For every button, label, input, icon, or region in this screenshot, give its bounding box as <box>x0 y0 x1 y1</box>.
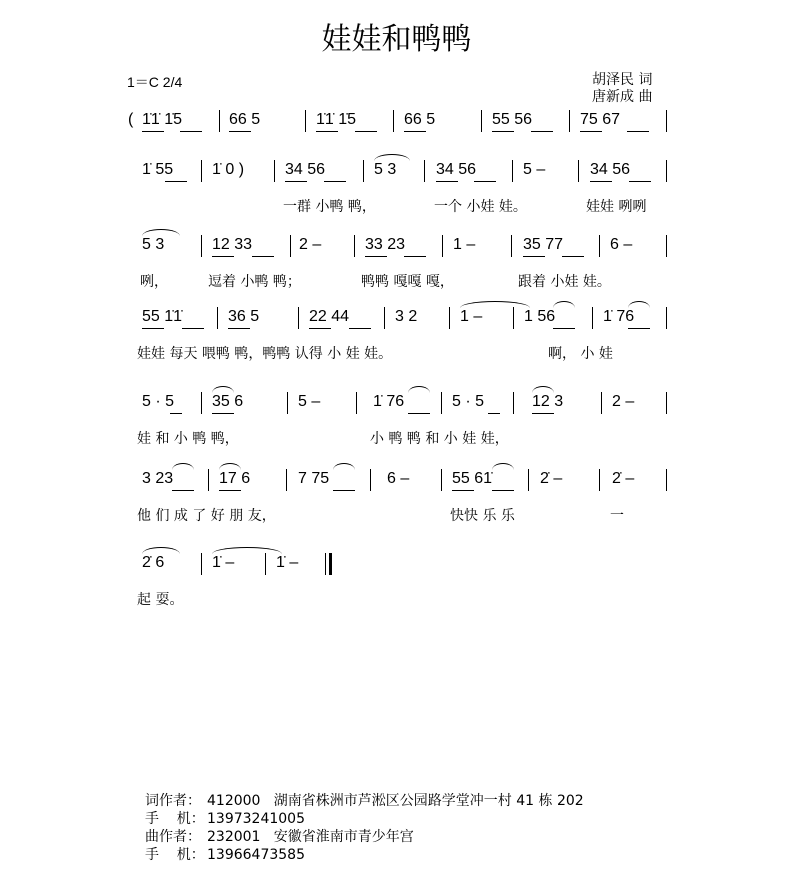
barline <box>384 307 385 329</box>
beam <box>355 131 377 132</box>
lyric-phrase: 跟着 小娃 娃。 <box>518 274 611 290</box>
note-group: 5 · 5 <box>452 393 485 410</box>
beam <box>285 181 307 182</box>
beam <box>590 181 612 182</box>
barline <box>512 160 513 182</box>
barline <box>569 110 570 132</box>
barline <box>201 392 202 414</box>
beam <box>212 256 234 257</box>
barline <box>666 160 667 182</box>
score-line-2 <box>0 160 793 220</box>
beam <box>165 181 187 182</box>
lyric-phrase: 他 们 成 了 好 朋 友， <box>137 508 276 524</box>
beam <box>142 131 164 132</box>
barline <box>592 307 593 329</box>
lyric-phrase: 一 <box>610 508 624 524</box>
note-group: 1̇ – <box>276 554 299 571</box>
note-group: 22 44 <box>309 308 350 325</box>
notation-row <box>0 553 793 581</box>
barline <box>201 553 202 575</box>
note-group: 2̇ – <box>612 470 635 487</box>
score-line-3 <box>0 235 793 295</box>
note-group: 1̇ 55 <box>142 161 174 178</box>
beam <box>219 490 241 491</box>
beam <box>488 413 500 414</box>
note-group: 5 – <box>523 161 546 178</box>
barline <box>441 392 442 414</box>
tie-slur <box>333 463 355 470</box>
barline <box>441 469 442 491</box>
beam <box>365 256 387 257</box>
beam <box>404 131 426 132</box>
barline <box>354 235 355 257</box>
barline <box>528 469 529 491</box>
barline <box>513 392 514 414</box>
barline <box>666 235 667 257</box>
note-group: 35 77 <box>523 236 564 253</box>
beam <box>349 328 371 329</box>
note-group: 17 6 <box>219 470 251 487</box>
author-contact-info <box>145 792 584 864</box>
beam <box>228 328 250 329</box>
lyric-phrase: 咧， <box>140 274 168 290</box>
barline <box>201 235 202 257</box>
note-group: 5 · 5 <box>142 393 175 410</box>
notation-row <box>0 110 793 138</box>
beam <box>629 181 651 182</box>
song-title: 娃娃和鸭鸭 <box>321 22 472 57</box>
composer-credit: 唐新成 曲 <box>592 89 653 105</box>
barline <box>511 235 512 257</box>
barline <box>393 110 394 132</box>
notation-row <box>0 469 793 497</box>
lyric-phrase: 娃娃 每天 喂鸭 鸭，鸭鸭 认得 小 娃 娃。 <box>137 346 393 362</box>
tie-slur <box>172 463 194 470</box>
note-group: 12 33 <box>212 236 253 253</box>
notation-row <box>0 307 793 335</box>
beam <box>180 131 202 132</box>
barline <box>363 160 364 182</box>
beam <box>523 256 545 257</box>
beam <box>324 181 346 182</box>
beam <box>309 328 331 329</box>
beam <box>492 131 514 132</box>
note-group: 36 5 <box>228 308 260 325</box>
note-group: 2̇ 6 <box>142 554 165 571</box>
key-signature: 1＝C 2/4 <box>127 74 183 90</box>
barline <box>513 307 514 329</box>
lyricist-contact: 词作者： 412000 湖南省株洲市芦淞区公园路学堂冲一村 41 栋 202 <box>145 793 584 809</box>
barline <box>666 110 667 132</box>
score-line-7 <box>0 553 793 613</box>
note-group: 1 – <box>460 308 483 325</box>
beam <box>252 256 274 257</box>
beam <box>316 131 338 132</box>
note-group: 5 3 <box>374 161 397 178</box>
lyric-phrase: 一个 小娃 娃。 <box>434 199 527 215</box>
barline <box>298 307 299 329</box>
tie-slur <box>553 301 575 308</box>
lyric-phrase: 快快 乐 乐 <box>450 508 515 524</box>
beam <box>628 328 650 329</box>
note-group: 6 – <box>387 470 410 487</box>
credits <box>592 72 652 106</box>
lyric-row <box>0 505 793 527</box>
score-line-4 <box>0 307 793 367</box>
lyric-phrase: 小 鸭 鸭 和 小 娃 娃， <box>370 431 509 447</box>
composer-contact: 曲作者： 232001 安徽省淮南市青少年宫 <box>145 829 414 845</box>
note-group: ( <box>128 111 134 128</box>
lyric-phrase: 啊， 小 娃 <box>548 346 613 362</box>
note-group: 1̇ 76 <box>603 308 635 325</box>
barline <box>286 469 287 491</box>
beam <box>531 131 553 132</box>
barline <box>305 110 306 132</box>
barline <box>370 469 371 491</box>
barline <box>578 160 579 182</box>
barline <box>666 307 667 329</box>
tie-slur <box>532 386 554 393</box>
barline <box>290 235 291 257</box>
beam <box>333 490 355 491</box>
lyric-phrase: 起 耍。 <box>137 592 184 608</box>
lyricist-credit: 胡泽民 词 <box>592 72 653 88</box>
notation-row <box>0 392 793 420</box>
beam <box>562 256 584 257</box>
barline <box>442 235 443 257</box>
barline <box>274 160 275 182</box>
final-barline-thin <box>325 553 326 575</box>
barline <box>287 392 288 414</box>
beam <box>532 413 554 414</box>
note-group: 3 2 <box>395 308 418 325</box>
note-group: 75 67 <box>580 111 621 128</box>
note-group: 7 75 <box>298 470 330 487</box>
beam <box>142 328 164 329</box>
barline <box>201 160 202 182</box>
lyric-phrase: 鸭鸭 嘎嘎 嘎， <box>361 274 454 290</box>
note-group: 33 23 <box>365 236 406 253</box>
note-group: 5 – <box>298 393 321 410</box>
lyric-row <box>0 271 793 293</box>
lyric-row <box>0 428 793 450</box>
note-group: 66 5 <box>229 111 261 128</box>
barline <box>217 307 218 329</box>
note-group: 2 – <box>299 236 322 253</box>
note-group: 1 – <box>453 236 476 253</box>
beam <box>182 328 204 329</box>
composer-phone: 手 机： 13966473585 <box>145 847 305 863</box>
beam <box>229 131 251 132</box>
score-line-5 <box>0 392 793 452</box>
note-group: 12 3 <box>532 393 564 410</box>
beam <box>404 256 426 257</box>
tie-slur <box>142 547 180 554</box>
notation-row <box>0 160 793 188</box>
note-group: 55 1̇1̇ <box>142 308 183 325</box>
score-line-6 <box>0 469 793 529</box>
lyric-row <box>0 589 793 611</box>
barline <box>666 392 667 414</box>
beam <box>212 413 234 414</box>
note-group: 34 56 <box>436 161 477 178</box>
tie-slur <box>374 154 410 161</box>
note-group: 1̇1̇ 1̇5 <box>142 111 183 128</box>
tie-slur <box>492 463 514 470</box>
beam <box>580 131 602 132</box>
lyric-phrase: 一群 小鸭 鸭， <box>283 199 376 215</box>
tie-slur <box>628 301 650 308</box>
note-group: 34 56 <box>590 161 631 178</box>
barline <box>265 553 266 575</box>
note-group: 55 56 <box>492 111 533 128</box>
note-group: 1 56 <box>524 308 556 325</box>
lyric-row <box>0 196 793 218</box>
beam <box>170 413 182 414</box>
beam <box>474 181 496 182</box>
barline <box>666 469 667 491</box>
note-group: 35 6 <box>212 393 244 410</box>
barline <box>424 160 425 182</box>
tie-slur <box>212 547 282 554</box>
lyricist-phone: 手 机： 13973241005 <box>145 811 305 827</box>
beam <box>172 490 194 491</box>
final-barline-thick <box>329 553 332 575</box>
tie-slur <box>142 229 180 236</box>
beam <box>492 490 514 491</box>
tie-slur <box>212 386 234 393</box>
note-group: 1̇ 0 ) <box>212 161 245 178</box>
barline <box>356 392 357 414</box>
lyric-row <box>0 343 793 365</box>
beam <box>452 490 474 491</box>
tie-slur <box>219 463 241 470</box>
note-group: 34 56 <box>285 161 326 178</box>
note-group: 1̇1̇ 1̇5 <box>316 111 357 128</box>
note-group: 6 – <box>610 236 633 253</box>
beam <box>553 328 575 329</box>
beam <box>436 181 458 182</box>
notation-row <box>0 235 793 263</box>
lyric-phrase: 娃娃 咧咧 <box>586 199 647 215</box>
barline <box>481 110 482 132</box>
tie-slur <box>408 386 430 393</box>
note-group: 3 23 <box>142 470 174 487</box>
barline <box>601 392 602 414</box>
barline <box>599 469 600 491</box>
beam <box>408 413 430 414</box>
note-group: 1̇ 76 <box>373 393 405 410</box>
note-group: 1̇ – <box>212 554 235 571</box>
tie-slur <box>460 301 530 308</box>
lyric-phrase: 逗着 小鸭 鸭； <box>208 274 301 290</box>
note-group: 2̇ – <box>540 470 563 487</box>
note-group: 5 3 <box>142 236 165 253</box>
note-group: 55 61̇ <box>452 470 493 487</box>
note-group: 66 5 <box>404 111 436 128</box>
barline <box>219 110 220 132</box>
barline <box>208 469 209 491</box>
lyric-phrase: 娃 和 小 鸭 鸭， <box>137 431 239 447</box>
barline <box>449 307 450 329</box>
beam <box>627 131 649 132</box>
note-group: 2 – <box>612 393 635 410</box>
barline <box>599 235 600 257</box>
